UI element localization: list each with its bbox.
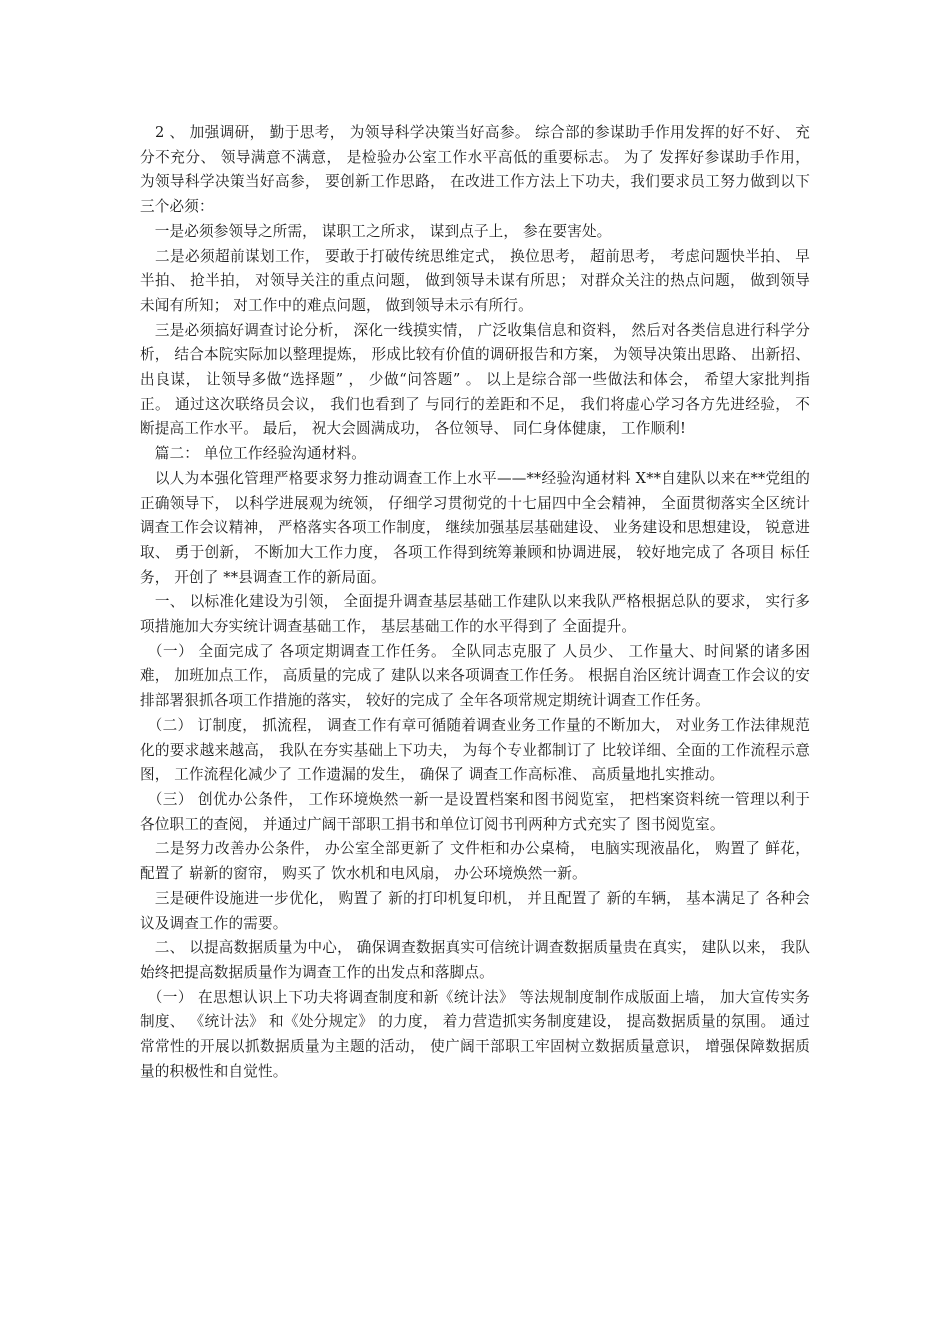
paragraph-section-one-item-three: （三） 创优办公条件， 工作环境焕然一新一是设置档案和图书阅览室， 把档案资料统一管理以利于各位职工的查阅， 并通过广阔干部职工捐书和单位订阅书刊两种方式充实了 图书阅览室。 xyxy=(140,790,810,833)
paragraph-section-two: 二、 以提高数据质量为中心， 确保调查数据真实可信统计调查数据质量贵在真实， 建队以来， 我队始终把提高数据质量作为调查工作的出发点和落脚点。 xyxy=(140,939,810,981)
paragraph-must-three: 三是必须搞好调查讨论分析， 深化一线摸实情， 广泛收集信息和资料， 然后对各类信息进行科学分析， 结合本院实际加以整理提炼， 形成比较有价值的调研报告和方案， 为领导决策出思路、 出新招、 出良谋， 让领导多做“选择题” ， 少做“问答题” 。 以上是综合部一些做法和体会， 希望大家批判指正。 通过这次联络员会议， 我们也看到了 与同行的差距和不足， 我们将虚心学习各方先进经验， 不断提高工作水平。 最后， 祝大会圆满成功， 各位领导、 同仁身体健康， 工作顺利! xyxy=(140,321,810,438)
paragraph-office-conditions: 二是努力改善办公条件， 办公室全部更新了 文件柜和办公桌椅， 电脑实现液晶化， 购置了 鲜花， 配置了 崭新的窗帘， 购买了 饮水机和电风扇， 办公环境焕然一新。 xyxy=(140,840,810,883)
paragraph-part-two-heading: 篇二： 单位工作经验沟通材料。 xyxy=(140,445,366,463)
paragraph-hardware: 三是硬件设施进一步优化， 购置了 新的打印机复印机， 并且配置了 新的车辆， 基本满足了 各种会议及调查工作的需要。 xyxy=(140,889,810,932)
paragraph-intro: 以人为本强化管理严格要求努力推动调查工作上水平——**经验沟通材料 X**自建队以来在**党组的正确领导下， 以科学进展观为统领， 仔细学习贯彻党的十七届四中全会精神， 全面贯彻落实全区统计调查工作会议精神， 严格落实各项工作制度， 继续加强基层基础建设、 业务建设和思想建设， 锐意进取、 勇于创新， 不断加大工作力度， 各项工作得到统筹兼顾和协调进展， 较好地完成了 各项目 标任务， 开创了 **县调查工作的新局面。 xyxy=(140,469,810,586)
document-body xyxy=(140,121,810,1084)
paragraph-section-one-item-two: （二） 订制度， 抓流程， 调查工作有章可循随着调查业务工作量的不断加大， 对业务工作法律规范化的要求越来越高， 我队在夯实基础上下功夫， 为每个专业都制订了 比较详细、全面的工作流程示意图， 工作流程化减少了 工作遗漏的发生， 确保了 调查工作高标准、 高质量地扎实推动。 xyxy=(140,716,810,784)
paragraph-must-one: 一是必须参领导之所需， 谋职工之所求， 谋到点子上， 参在要害处。 xyxy=(140,222,612,240)
paragraph-research: 2 、 加强调研， 勤于思考， 为领导科学决策当好高参。 综合部的参谋助手作用发挥的好不好、 充分不充分、 领导满意不满意， 是检验办公室工作水平高低的重要标志。 为了 发挥好参谋助手作用， 为领导科学决策当好高参， 要创新工作思路， 在改进工作方法上下功夫，我们要求员工努力做到以下三个必须： xyxy=(140,124,810,216)
paragraph-must-two: 二是必须超前谋划工作， 要敢于打破传统思维定式， 换位思考， 超前思考， 考虑问题快半拍、 早半拍、 抢半拍， 对领导关注的重点问题， 做到领导未谋有所思； 对群众关注的热点问题， 做到领导未闻有所知； 对工作中的难点问题， 做到领导未示有所行。 xyxy=(140,247,810,314)
paragraph-section-one-item-one: （一） 全面完成了 各项定期调查工作任务。 全队同志克服了 人员少、 工作量大、时间紧的诸多困难， 加班加点工作， 高质量的完成了 建队以来各项调查工作任务。 根据自治区统计调查工作会议的安排部署狠抓各项工作措施的落实， 较好的完成了 全年各项常规定期统计调查工作任务。 xyxy=(140,642,810,710)
paragraph-section-two-item-one: （一） 在思想认识上下功夫将调查制度和新《统计法》 等法规制度制作成版面上墙， 加大宣传实务制度、 《统计法》 和《处分规定》 的力度， 着力营造抓实务制度建设， 提高数据质量的氛围。 通过常常性的开展以抓数据质量为主题的活动， 使广阔干部职工牢固树立数据质量意识， 增强保障数据质量的积极性和自觉性。 xyxy=(140,988,810,1080)
paragraph-section-one: 一、 以标准化建设为引领， 全面提升调查基层基础工作建队以来我队严格根据总队的要求， 实行多项措施加大夯实统计调查基础工作， 基层基础工作的水平得到了 全面提升。 xyxy=(140,593,810,636)
